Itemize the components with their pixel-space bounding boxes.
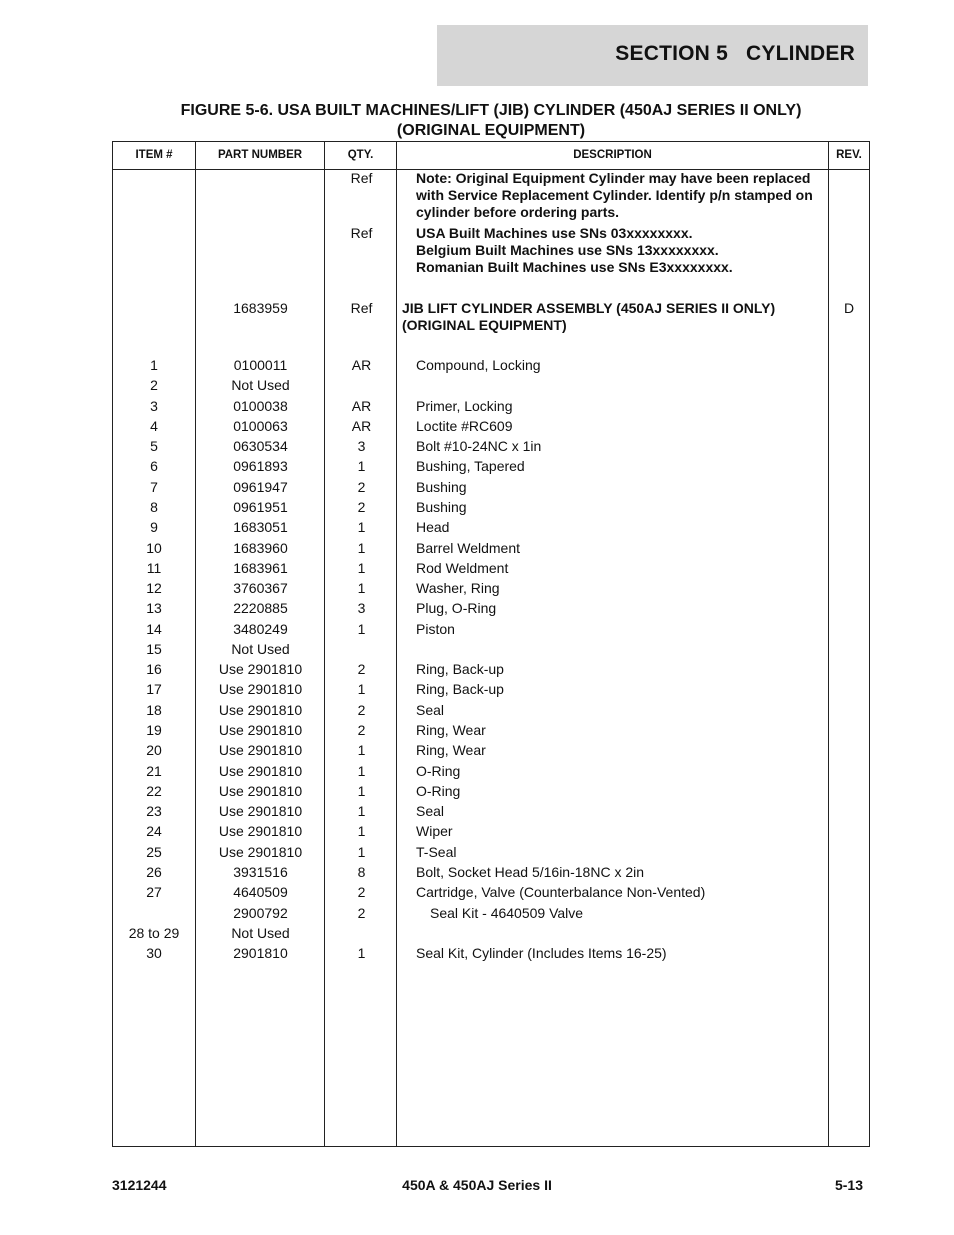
table-row-part-number: 3931516	[233, 864, 288, 880]
table-row-description: Seal Kit, Cylinder (Includes Items 16-25)	[416, 945, 667, 961]
table-row-item-number: 23	[146, 803, 162, 819]
section-banner	[437, 25, 868, 86]
table-row-item-number: 13	[146, 600, 162, 616]
table-row-part-number: Not Used	[231, 377, 290, 393]
table-row-description: Seal	[416, 702, 445, 718]
table-row-part-number: 1683961	[233, 560, 288, 576]
header-part-number: PART NUMBER	[217, 149, 303, 161]
table-row-part-number: Use 2901810	[218, 722, 303, 738]
table-row-description: Plug, O-Ring	[416, 600, 497, 616]
section-title: SECTION 5 CYLINDER	[615, 42, 855, 65]
table-row-part-number: 0630534	[233, 438, 288, 454]
table-row-description: O-Ring	[416, 763, 461, 779]
table-row-item-number: 2	[150, 377, 158, 393]
table-row-item-number: 30	[146, 945, 162, 961]
table-row-quantity: 2	[357, 884, 366, 900]
doc-number: 3121244	[112, 1177, 167, 1193]
table-row-part-number: 3760367	[233, 580, 288, 596]
table-row-part-number: Not Used	[231, 925, 290, 941]
assembly-rev: D	[843, 300, 855, 316]
note-line: Note: Original Equipment Cylinder may have been replaced	[416, 170, 811, 186]
table-row-description: Barrel Weldment	[416, 540, 521, 556]
table-row-part-number: Use 2901810	[218, 681, 303, 697]
table-row-description: Bushing	[416, 479, 467, 495]
table-row-quantity: 2	[357, 722, 366, 738]
table-row-description: O-Ring	[416, 783, 461, 799]
table-row-item-number: 16	[146, 661, 162, 677]
assembly-part-number: 1683959	[233, 300, 288, 316]
table-row-quantity: 1	[357, 742, 366, 758]
table-row-description: Compound, Locking	[416, 357, 541, 373]
table-row-quantity: 1	[357, 580, 366, 596]
table-row-item-number: 9	[150, 519, 158, 535]
table-row-item-number: 3	[150, 398, 158, 414]
table-row-item-number: 28 to 29	[128, 925, 180, 941]
table-row-quantity: 1	[357, 783, 366, 799]
table-row-quantity: 1	[357, 540, 366, 556]
table-row-description: Wiper	[416, 823, 453, 839]
table-row-item-number: 5	[150, 438, 158, 454]
table-row-part-number: 2220885	[233, 600, 288, 616]
table-row-part-number: 0961951	[233, 499, 288, 515]
table-row-quantity: 1	[357, 803, 366, 819]
table-row-part-number: Use 2901810	[218, 742, 303, 758]
table-row-part-number: Not Used	[231, 641, 290, 657]
table-row-item-number: 14	[146, 621, 162, 637]
table-row-part-number: 2900792	[233, 905, 288, 921]
header-qty: QTY.	[347, 149, 374, 161]
table-row-item-number: 4	[150, 418, 158, 434]
table-row-item-number: 17	[146, 681, 162, 697]
table-row-description: Ring, Back-up	[416, 681, 504, 697]
table-row-quantity: 2	[357, 661, 366, 677]
table-row-part-number: 0100038	[233, 398, 288, 414]
table-row-item-number: 12	[146, 580, 162, 596]
table-row-quantity: 2	[357, 479, 366, 495]
table-row-description: Seal Kit - 4640509 Valve	[430, 905, 584, 921]
table-row-part-number: Use 2901810	[218, 783, 303, 799]
table-row-part-number: 1683960	[233, 540, 288, 556]
table-row-item-number: 19	[146, 722, 162, 738]
table-row-quantity: 1	[357, 519, 366, 535]
note-line: USA Built Machines use SNs 03xxxxxxxx.	[416, 225, 693, 241]
table-row-part-number: 3480249	[233, 621, 288, 637]
table-row-part-number: 2901810	[233, 945, 288, 961]
table-row-quantity: 1	[357, 823, 366, 839]
table-row-item-number: 27	[146, 884, 162, 900]
note-line: Belgium Built Machines use SNs 13xxxxxxxx.	[416, 242, 719, 258]
table-row-part-number: 0961947	[233, 479, 288, 495]
table-row-description: Piston	[416, 621, 455, 637]
table-row-item-number: 20	[146, 742, 162, 758]
table-row-quantity: AR	[351, 398, 372, 414]
table-row-part-number: Use 2901810	[218, 763, 303, 779]
table-row-quantity: 2	[357, 905, 366, 921]
table-row-part-number: Use 2901810	[218, 702, 303, 718]
table-row-quantity: 1	[357, 560, 366, 576]
note-line: with Service Replacement Cylinder. Identify p/n stamped on	[416, 187, 813, 203]
table-row-part-number: 0961893	[233, 458, 288, 474]
assembly-qty: Ref	[350, 300, 373, 316]
note-qty: Ref	[350, 225, 373, 241]
header-description: DESCRIPTION	[573, 149, 652, 161]
table-row-description: Bushing	[416, 499, 467, 515]
table-row-description: Ring, Wear	[416, 722, 486, 738]
table-row-item-number: 11	[146, 560, 162, 576]
header-item: ITEM #	[135, 149, 173, 161]
table-row-quantity: 3	[357, 438, 366, 454]
table-row-item-number: 8	[150, 499, 158, 515]
table-row-part-number: 4640509	[233, 884, 288, 900]
note-line: Romanian Built Machines use SNs E3xxxxxxxx.	[416, 259, 733, 275]
table-row-item-number: 22	[146, 783, 162, 799]
table-row-part-number: 0100011	[233, 357, 288, 373]
assembly-description: JIB LIFT CYLINDER ASSEMBLY (450AJ SERIES II ONLY)	[402, 300, 776, 316]
parts-table	[112, 141, 870, 1147]
figure-title: FIGURE 5-6. USA BUILT MACHINES/LIFT (JIB) CYLINDER (450AJ SERIES II ONLY)	[180, 102, 802, 119]
note-qty: Ref	[350, 170, 373, 186]
table-row-part-number: Use 2901810	[218, 823, 303, 839]
table-row-quantity: AR	[351, 418, 372, 434]
page-number: 5-13	[834, 1177, 863, 1193]
table-row-part-number: Use 2901810	[218, 661, 303, 677]
table-row-description: Rod Weldment	[416, 560, 509, 576]
table-row-quantity: 1	[357, 844, 366, 860]
figure-subtitle: (ORIGINAL EQUIPMENT)	[396, 122, 586, 139]
table-row-item-number: 18	[146, 702, 162, 718]
table-row-part-number: Use 2901810	[218, 803, 303, 819]
table-row-quantity: 1	[357, 458, 366, 474]
table-row-item-number: 1	[150, 357, 158, 373]
table-row-quantity: 2	[357, 499, 366, 515]
table-row-item-number: 25	[146, 844, 162, 860]
table-row-description: Bolt #10-24NC x 1in	[416, 438, 542, 454]
table-row-description: Primer, Locking	[416, 398, 513, 414]
table-row-quantity: 8	[357, 864, 366, 880]
table-row-part-number: 0100063	[233, 418, 288, 434]
table-row-description: Bolt, Socket Head 5/16in-18NC x 2in	[416, 864, 645, 880]
table-row-quantity: AR	[351, 357, 372, 373]
table-row-item-number: 26	[146, 864, 162, 880]
table-row-item-number: 6	[150, 458, 158, 474]
table-row-item-number: 24	[146, 823, 162, 839]
table-row-part-number: 1683051	[233, 519, 288, 535]
header-rev: REV.	[836, 149, 862, 161]
table-row-description: Washer, Ring	[416, 580, 500, 596]
table-row-description: Seal	[416, 803, 445, 819]
table-row-item-number: 10	[146, 540, 162, 556]
table-row-quantity: 3	[357, 600, 366, 616]
table-row-description: T-Seal	[416, 844, 457, 860]
column-divider	[828, 142, 829, 1146]
assembly-description: (ORIGINAL EQUIPMENT)	[402, 317, 567, 333]
model-name: 450A & 450AJ Series II	[402, 1177, 552, 1193]
table-row-description: Cartridge, Valve (Counterbalance Non-Vented)	[416, 884, 706, 900]
table-row-quantity: 1	[357, 681, 366, 697]
table-row-description: Bushing, Tapered	[416, 458, 525, 474]
column-divider	[396, 142, 397, 1146]
table-row-part-number: Use 2901810	[218, 844, 303, 860]
table-row-quantity: 1	[357, 621, 366, 637]
table-row-item-number: 15	[146, 641, 162, 657]
table-row-item-number: 7	[150, 479, 158, 495]
table-row-quantity: 1	[357, 763, 366, 779]
table-row-quantity: 2	[357, 702, 366, 718]
table-row-description: Loctite #RC609	[416, 418, 513, 434]
table-row-item-number: 21	[146, 763, 162, 779]
table-row-description: Head	[416, 519, 450, 535]
note-line: cylinder before ordering parts.	[416, 204, 620, 220]
table-row-quantity: 1	[357, 945, 366, 961]
table-row-description: Ring, Back-up	[416, 661, 504, 677]
table-row-description: Ring, Wear	[416, 742, 486, 758]
